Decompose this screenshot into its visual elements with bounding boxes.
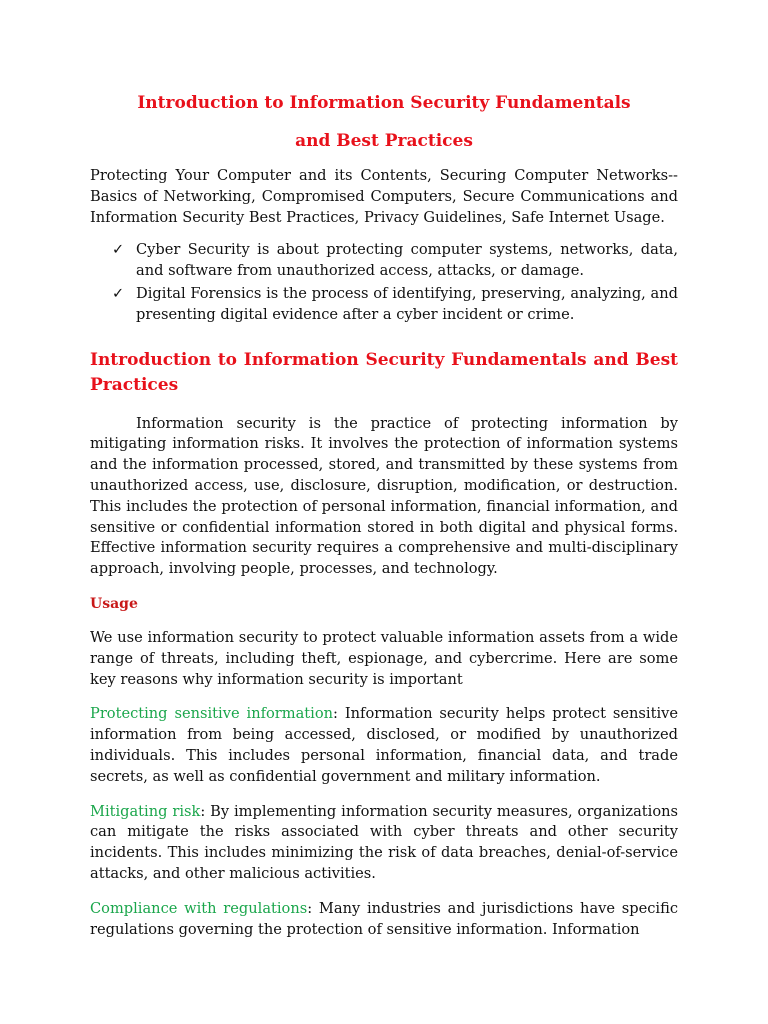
point-text: : By implementing information security measures, organizations can mitigate the risks associated with cyber threats and other security incidents. This includes minimizing the risk of data breaches, denial-of-service attacks, and other malicious activities. [90,802,679,882]
point-paragraph [90,802,678,885]
section-heading: Introduction to Information Security Fundamentals and Best Practices [90,349,678,395]
point-text: : Information security helps protect sensitive information from being accessed, disclosed, or modified by unauthorized individuals. This includes personal information, financial data, and trade secrets, as well as confidential government and military information. [90,705,678,785]
section-body-paragraph: Information security is the practice of protecting information by mitigating information risks. It involves the protection of information systems and the information processed, stored, and transmitted by these systems from unauthorized access, use, disclosure, disruption, modification, or destruction. This includes the protection of personal information, financial information, and sensitive or confidential information stored in both digital and physical forms. Effective information security requires a comprehensive and multi-disciplinary approach, involving people, processes, and technology. [90,414,678,578]
point-paragraph [90,704,678,787]
page-title-line2: and Best Practices [295,131,473,151]
check-icon: ✓ [112,284,125,302]
page-title-line1: Introduction to Information Security Fundamentals [137,93,631,113]
point-text: : Many industries and jurisdictions have specific regulations governing the protection of sensitive information. Information [90,899,678,938]
list-item [112,240,678,282]
bullet-list [90,240,678,325]
point-paragraph [90,899,678,941]
point-term: Mitigating risk [90,802,201,820]
intro-paragraph: Protecting Your Computer and its Contents, Securing Computer Networks--Basics of Networking, Compromised Computers, Secure Communications and Information Security Best Practices, Privacy Guidelines, Safe Internet Usage. [90,167,678,226]
usage-paragraph: We use information security to protect valuable information assets from a wide range of threats, including theft, espionage, and cybercrime. Here are some key reasons why information security is important [90,628,678,688]
point-term: Compliance with regulations [90,899,308,917]
list-item-text: Digital Forensics is the process of identifying, preserving, analyzing, and presenting digital evidence after a cyber incident or crime. [136,284,678,323]
point-term: Protecting sensitive information [90,705,334,723]
usage-heading: Usage [90,595,138,612]
list-item-text: Cyber Security is about protecting computer systems, networks, data, and software from unauthorized access, attacks, or damage. [136,241,678,280]
list-item [112,284,678,326]
check-icon: ✓ [112,241,125,259]
